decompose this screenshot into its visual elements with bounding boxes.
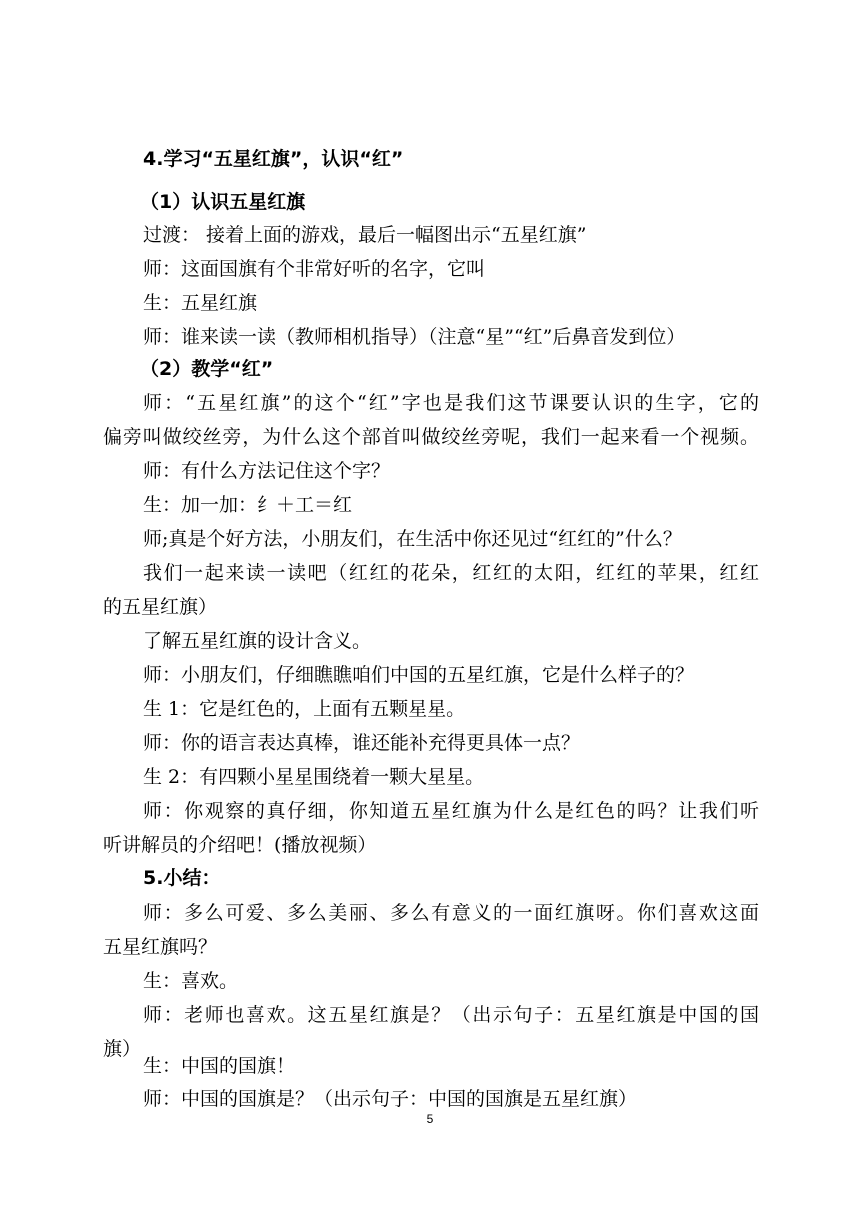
paragraph-student-3: 生 1：它是红色的，上面有五颗星星。 (143, 698, 466, 720)
paragraph-student-4: 生 2：有四颗小星星围绕着一颗大星星。 (143, 766, 485, 788)
paragraph-teacher-10-line-2: 旗） (103, 1038, 142, 1060)
section-heading-4: 4.学习“五星红旗”，认识“红” (143, 148, 404, 170)
paragraph-read-line-1: 我们一起来读一读吧（红红的花朵，红红的太阳，红红的苹果，红红 (143, 562, 759, 584)
paragraph-student-5: 生：喜欢。 (143, 970, 239, 992)
paragraph-teacher-4: 师：有什么方法记住这个字？ (143, 460, 391, 482)
paragraph-teacher-9-line-1: 师：多么可爱、多么美丽、多么有意义的一面红旗呀。你们喜欢这面 (143, 902, 759, 924)
paragraph-teacher-8-line-2: 听讲解员的介绍吧！(播放视频） (103, 834, 377, 856)
paragraph-student-1: 生：五星红旗 (143, 292, 258, 314)
paragraph-teacher-9-line-2: 五星红旗吗？ (103, 936, 218, 958)
subsection-heading-2: （2）教学“红” (140, 358, 274, 380)
paragraph-teacher-1: 师：这面国旗有个非常好听的名字，它叫 (143, 258, 486, 280)
paragraph-teacher-3-line-2: 偏旁叫做绞丝旁，为什么这个部首叫做绞丝旁呢，我们一起来看一个视频。 (103, 426, 759, 448)
paragraph-teacher-6: 师：小朋友们，仔细瞧瞧咱们中国的五星红旗，它是什么样子的？ (143, 664, 695, 686)
paragraph-design: 了解五星红旗的设计含义。 (143, 630, 372, 652)
paragraph-transition: 过渡： 接着上面的游戏，最后一幅图出示“五星红旗” (143, 224, 587, 246)
paragraph-student-2: 生：加一加：纟＋工＝红 (143, 494, 353, 516)
page-number: 5 (426, 1112, 434, 1126)
section-heading-5: 5.小结： (143, 867, 221, 889)
paragraph-teacher-7: 师：你的语言表达真棒，谁还能补充得更具体一点？ (143, 732, 581, 754)
paragraph-teacher-3-line-1: 师：“五星红旗”的这个“红”字也是我们这节课要认识的生字，它的 (143, 392, 759, 414)
paragraph-teacher-10-line-1: 师：老师也喜欢。这五星红旗是？（出示句子：五星红旗是中国的国 (143, 1004, 759, 1026)
subsection-heading-1: （1）认识五星红旗 (140, 191, 306, 213)
paragraph-student-6: 生：中国的国旗！ (143, 1055, 296, 1077)
paragraph-teacher-11: 师：中国的国旗是？（出示句子：中国的国旗是五星红旗） (143, 1088, 638, 1110)
paragraph-teacher-5: 师;真是个好方法，小朋友们，在生活中你还见过“红红的”什么？ (143, 528, 682, 550)
paragraph-teacher-8-line-1: 师：你观察的真仔细，你知道五星红旗为什么是红色的吗？让我们听 (143, 800, 759, 822)
paragraph-read-line-2: 的五星红旗） (103, 596, 218, 618)
paragraph-teacher-2: 师：谁来读一读（教师相机指导）（注意“星”“红”后鼻音发到位） (143, 326, 686, 348)
